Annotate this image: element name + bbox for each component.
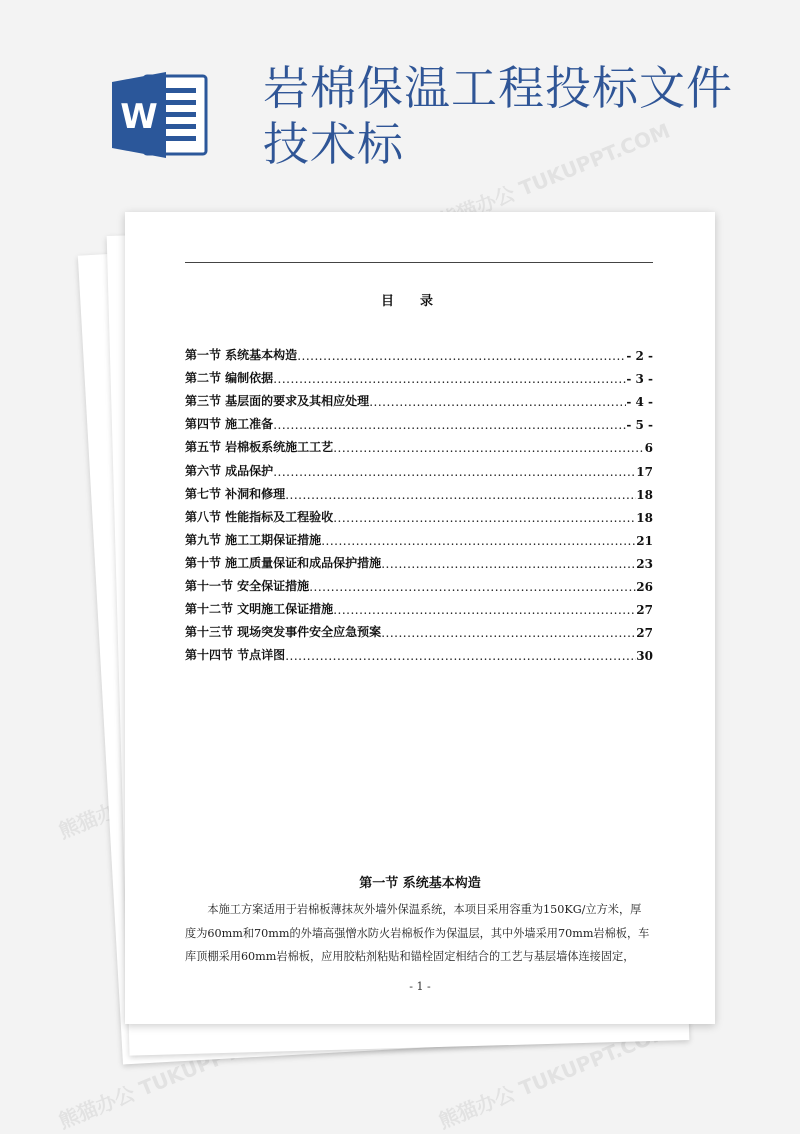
table-of-contents [185, 340, 653, 663]
toc-item-page: 17 [636, 464, 653, 479]
toc-item-label: 第十二节 文明施工保证措施 [185, 602, 334, 617]
toc-item-page: - 2 - [626, 349, 653, 364]
toc-item-page: 6 [644, 441, 653, 456]
toc-item-label: 第十节 施工质量保证和成品保护措施 [185, 555, 382, 570]
toc-item-page: 30 [636, 649, 653, 664]
toc-item-page: - 3 - [626, 372, 653, 387]
toc-item-page: 18 [636, 510, 653, 525]
svg-text:W: W [120, 97, 158, 137]
toc-item-page: 18 [636, 487, 653, 502]
toc-item-label: 第四节 施工准备 [185, 417, 274, 432]
toc-item-label: 第十一节 安全保证措施 [185, 579, 310, 594]
body-line: 度为60mm和70mm的外墙高强憎水防火岩棉板作为保温层，其中外墙采用70mm岩棉板，车 [185, 926, 650, 940]
toc-leader [369, 395, 626, 409]
toc-item[interactable] [185, 363, 653, 386]
toc-item[interactable] [185, 617, 653, 640]
toc-leader [285, 488, 636, 502]
toc-item[interactable] [185, 571, 653, 594]
watermark: 熊猫办公 TUKUPPT.COM [435, 1018, 674, 1134]
toc-item-label: 第六节 成品保护 [185, 463, 274, 478]
toc-leader [333, 441, 644, 455]
toc-leader [321, 534, 636, 548]
toc-leader [333, 603, 636, 617]
toc-leader [285, 649, 636, 663]
watermark: 熊猫办公 [55, 791, 139, 844]
toc-item-label: 第五节 岩棉板系统施工工艺 [185, 440, 334, 455]
toc-leader [333, 511, 636, 525]
toc-item-page: - 5 - [626, 418, 653, 433]
toc-item[interactable] [185, 340, 653, 363]
toc-item-page: 21 [636, 533, 653, 548]
toc-leader [273, 372, 626, 386]
toc-item-page: 26 [636, 580, 653, 595]
toc-item-label: 第九节 施工工期保证措施 [185, 532, 322, 547]
toc-title: 目录 [380, 294, 459, 309]
toc-item[interactable] [185, 386, 653, 409]
watermark: 熊猫办公 TUKUPPT.COM [435, 118, 674, 234]
header [0, 0, 800, 200]
toc-item-label: 第八节 性能指标及工程验收 [185, 509, 334, 524]
body-paragraph [185, 898, 657, 969]
toc-leader [309, 580, 636, 594]
toc-item-label: 第三节 基层面的要求及其相应处理 [185, 394, 370, 409]
toc-item[interactable] [185, 548, 653, 571]
page-number: - 1 - [409, 980, 431, 993]
toc-item[interactable] [185, 640, 653, 663]
toc-item[interactable] [185, 594, 653, 617]
toc-item[interactable] [185, 502, 653, 525]
document-page [125, 212, 715, 1024]
toc-item-label: 第七节 补洞和修理 [185, 486, 286, 501]
toc-leader [273, 418, 626, 432]
toc-item[interactable] [185, 455, 653, 478]
toc-item[interactable] [185, 432, 653, 455]
toc-item-page: 23 [636, 556, 653, 571]
header-rule [185, 262, 653, 263]
toc-item[interactable] [185, 409, 653, 432]
title-line-2: 技术标 [263, 117, 404, 171]
toc-item[interactable] [185, 479, 653, 502]
toc-item-label: 第十三节 现场突发事件安全应急预案 [185, 625, 382, 640]
body-line: 本施工方案适用于岩棉板薄抹灰外墙外保温系统，本项目采用容重为150KG/立方米，厚 [207, 903, 642, 916]
toc-item-label: 第十四节 节点详图 [185, 648, 286, 663]
toc-item-page: 27 [636, 603, 653, 618]
body-line: 库顶棚采用60mm岩棉板，应用胶粘剂粘贴和锚栓固定相结合的工艺与基层墙体连接固定， [185, 950, 635, 963]
toc-item-label: 第一节 系统基本构造 [185, 348, 298, 363]
toc-leader [381, 626, 636, 640]
watermark: 熊猫办公 TUKUPPT.COM [55, 1018, 294, 1134]
toc-leader [273, 465, 636, 479]
word-icon [110, 70, 210, 160]
document-title [263, 60, 783, 172]
toc-leader [381, 557, 636, 571]
title-line-1: 岩棉保温工程投标文件 [263, 61, 733, 115]
section-heading: 第一节 系统基本构造 [359, 876, 481, 891]
toc-leader [297, 349, 626, 363]
toc-item[interactable] [185, 525, 653, 548]
toc-item-label: 第二节 编制依据 [185, 371, 274, 386]
toc-item-page: - 4 - [626, 395, 653, 410]
toc-item-page: 27 [636, 626, 653, 641]
